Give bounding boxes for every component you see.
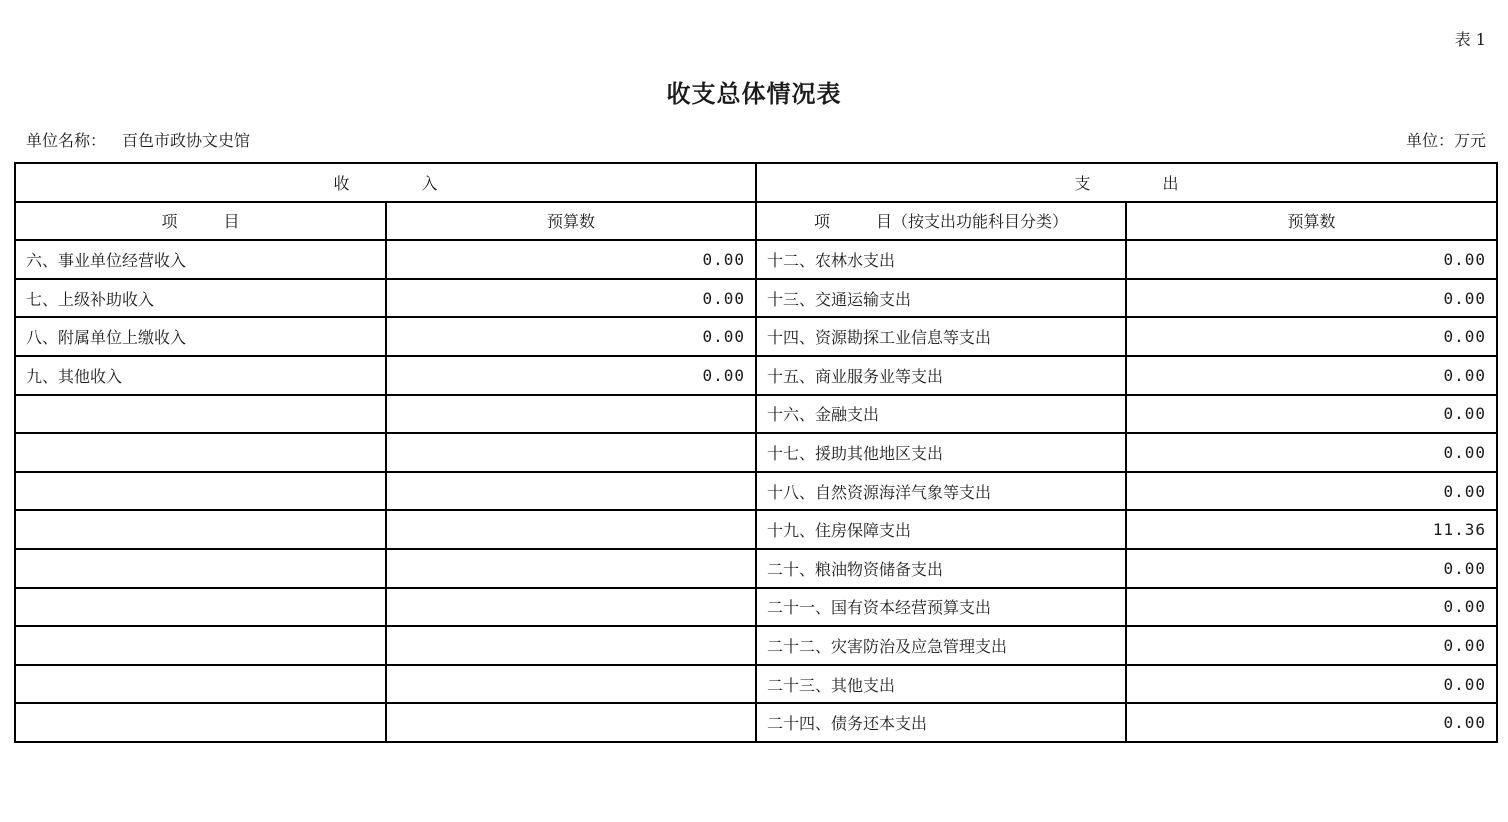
income-amount-cell xyxy=(386,588,756,627)
expense-amount-cell: 0.00 xyxy=(1126,703,1497,742)
income-name-cell xyxy=(15,626,386,665)
income-name-cell xyxy=(15,665,386,704)
page-title: 收支总体情况表 xyxy=(666,79,842,108)
expense-name-cell: 十五、商业服务业等支出 xyxy=(756,356,1126,395)
income-name-cell: 八、附属单位上缴收入 xyxy=(15,317,386,356)
expense-name-cell: 二十一、国有资本经营预算支出 xyxy=(756,588,1126,627)
column-header-row xyxy=(15,202,1497,241)
expense-amount-cell: 11.36 xyxy=(1126,510,1497,549)
expense-amount-cell: 0.00 xyxy=(1126,317,1497,356)
expense-amount-cell: 0.00 xyxy=(1126,472,1497,511)
income-name-cell xyxy=(15,588,386,627)
income-amount-cell xyxy=(386,472,756,511)
table-row xyxy=(15,549,1497,588)
expense-amount-cell: 0.00 xyxy=(1126,279,1497,318)
unit-name xyxy=(26,128,250,151)
income-amount-cell: 0.00 xyxy=(386,279,756,318)
unit-name-label: 单位名称： xyxy=(26,131,107,150)
expense-name-cell: 十八、自然资源海洋气象等支出 xyxy=(756,472,1126,511)
table-row xyxy=(15,665,1497,704)
section-header-row xyxy=(15,163,1497,202)
table-row xyxy=(15,279,1497,318)
table-row xyxy=(15,433,1497,472)
expense-name-cell: 二十三、其他支出 xyxy=(756,665,1126,704)
income-section-header: 收 入 xyxy=(15,163,756,202)
expense-item-header: 项 目（按支出功能科目分类） xyxy=(756,202,1126,241)
income-name-cell xyxy=(15,510,386,549)
income-name-cell: 七、上级补助收入 xyxy=(15,279,386,318)
expense-amount-header: 预算数 xyxy=(1126,202,1497,241)
income-amount-cell: 0.00 xyxy=(386,240,756,279)
expense-amount-cell: 0.00 xyxy=(1126,665,1497,704)
expense-amount-cell: 0.00 xyxy=(1126,588,1497,627)
table-row xyxy=(15,395,1497,434)
table-number: 表 1 xyxy=(1454,30,1486,49)
expense-name-cell: 十七、援助其他地区支出 xyxy=(756,433,1126,472)
income-amount-cell xyxy=(386,665,756,704)
table-row xyxy=(15,472,1497,511)
expense-name-cell: 十九、住房保障支出 xyxy=(756,510,1126,549)
income-amount-header: 预算数 xyxy=(386,202,756,241)
currency-unit: 单位：万元 xyxy=(1405,131,1486,150)
income-amount-cell xyxy=(386,626,756,665)
unit-name-value: 百色市政协文史馆 xyxy=(122,131,251,150)
expense-name-cell: 二十二、灾害防治及应急管理支出 xyxy=(756,626,1126,665)
income-item-header: 项 目 xyxy=(15,202,386,241)
income-name-cell xyxy=(15,433,386,472)
table-row xyxy=(15,626,1497,665)
income-amount-cell: 0.00 xyxy=(386,356,756,395)
table-row xyxy=(15,510,1497,549)
expense-name-cell: 十四、资源勘探工业信息等支出 xyxy=(756,317,1126,356)
table-row xyxy=(15,317,1497,356)
income-amount-cell xyxy=(386,549,756,588)
expense-section-header: 支 出 xyxy=(756,163,1497,202)
income-name-cell xyxy=(15,395,386,434)
income-amount-cell xyxy=(386,510,756,549)
income-amount-cell xyxy=(386,433,756,472)
table-row xyxy=(15,703,1497,742)
table-row xyxy=(15,588,1497,627)
income-name-cell xyxy=(15,549,386,588)
income-name-cell xyxy=(15,472,386,511)
income-amount-cell xyxy=(386,395,756,434)
expense-amount-cell: 0.00 xyxy=(1126,549,1497,588)
income-name-cell: 九、其他收入 xyxy=(15,356,386,395)
expense-amount-cell: 0.00 xyxy=(1126,433,1497,472)
expense-amount-cell: 0.00 xyxy=(1126,356,1497,395)
expense-amount-cell: 0.00 xyxy=(1126,626,1497,665)
expense-name-cell: 十六、金融支出 xyxy=(756,395,1126,434)
income-name-cell xyxy=(15,703,386,742)
expense-amount-cell: 0.00 xyxy=(1126,240,1497,279)
expense-name-cell: 二十、粮油物资储备支出 xyxy=(756,549,1126,588)
income-name-cell: 六、事业单位经营收入 xyxy=(15,240,386,279)
expense-name-cell: 十三、交通运输支出 xyxy=(756,279,1126,318)
budget-table xyxy=(14,162,1498,743)
table-row xyxy=(15,356,1497,395)
income-amount-cell: 0.00 xyxy=(386,317,756,356)
expense-name-cell: 二十四、债务还本支出 xyxy=(756,703,1126,742)
table-row xyxy=(15,240,1497,279)
expense-amount-cell: 0.00 xyxy=(1126,395,1497,434)
income-amount-cell xyxy=(386,703,756,742)
expense-name-cell: 十二、农林水支出 xyxy=(756,240,1126,279)
